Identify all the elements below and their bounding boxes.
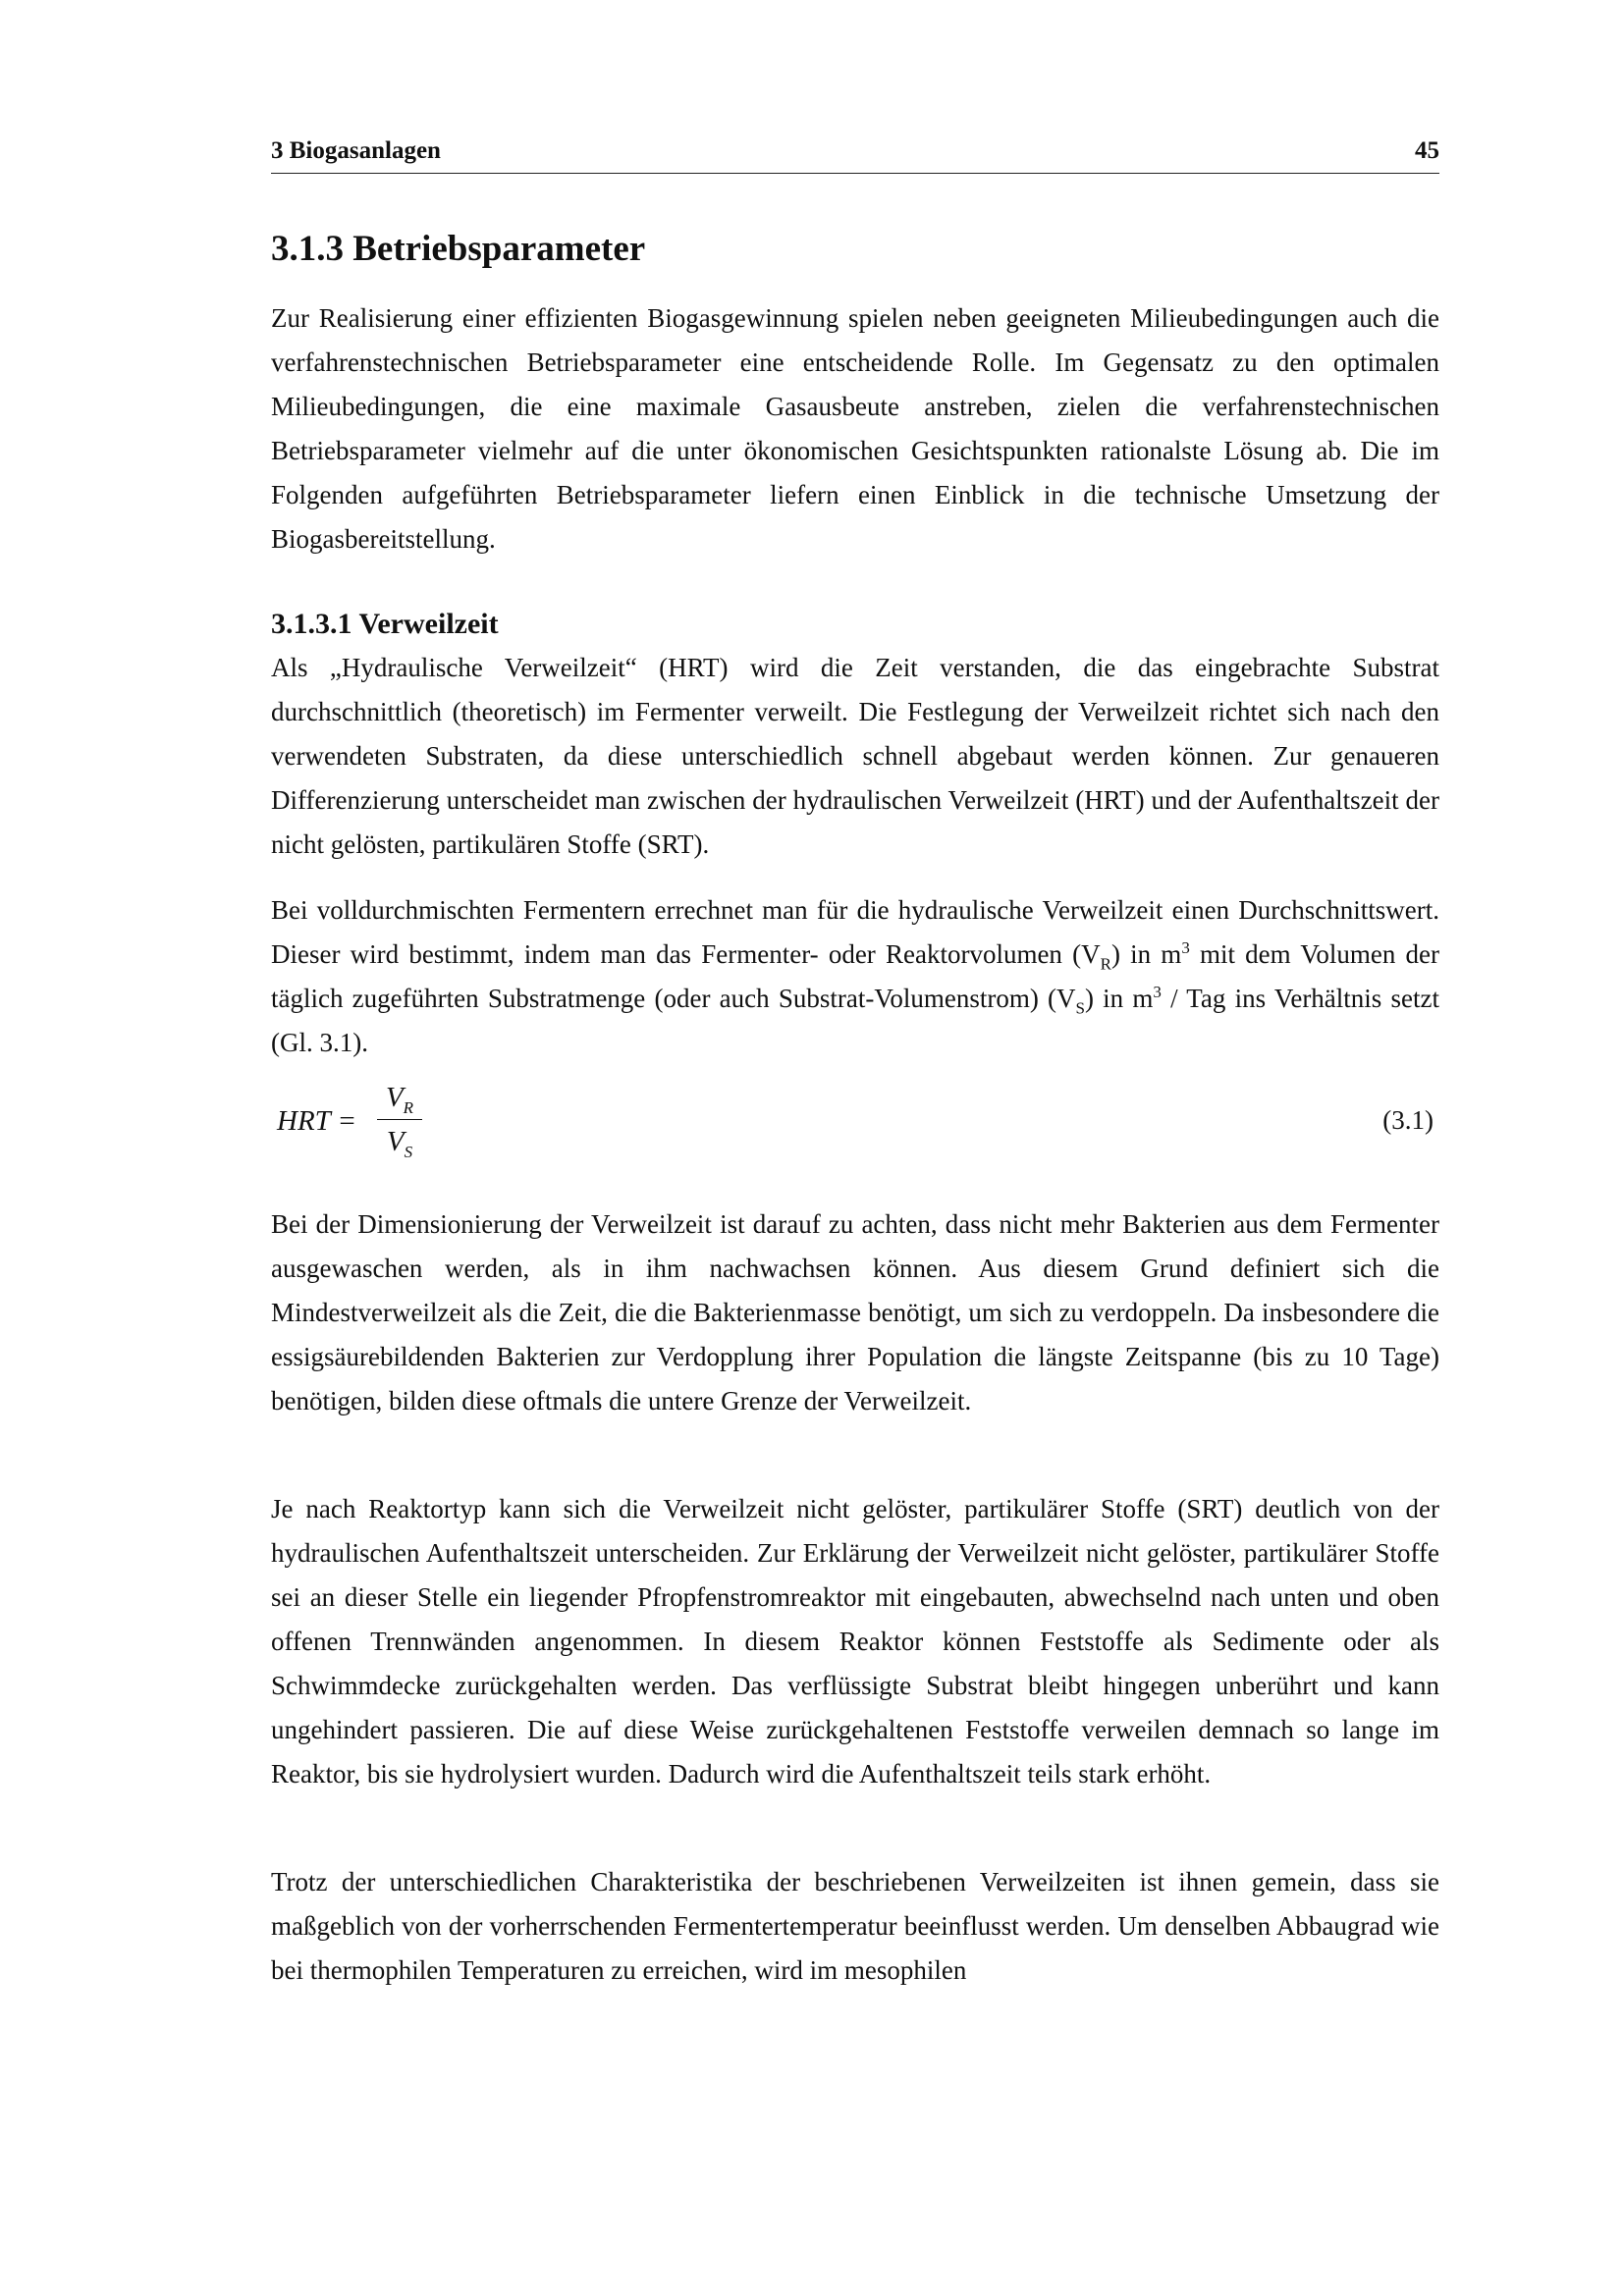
fraction-numerator: $V_R$ [385,1082,414,1117]
equation-3-1 [271,1078,1439,1176]
fraction-denominator: $V_S$ [386,1126,413,1161]
paragraph-min-residence: Bei der Dimensionierung der Verweilzeit ist darauf zu achten, dass nicht mehr Bakterien aus dem Fermenter ausgewaschen werden, als in ihm nachwachsen können. Aus diesem Grund definiert sich die Mindestverweilzeit als die Zeit, die die Bakterienmasse benötigt, um sich zu verdoppeln. Da insbesondere die essigsäurebildenden Bakterien zur Verdopplung ihrer Population die längste Zeitspanne (bis zu 10 Tage) benötigen, bilden diese oftmals die untere Grenze der Verweilzeit. [271,1209,1439,1415]
equation-fraction [377,1078,422,1161]
intro-block [271,296,1439,561]
equation-number: (3.1) [1382,1105,1434,1135]
paragraph-srt-block [271,1487,1439,1796]
page-number: 45 [1415,137,1439,164]
equation-lhs: HRT = [277,1105,357,1137]
subsection-block [271,603,1439,867]
paragraph-temperature-block [271,1860,1439,1993]
subsection-heading: 3.1.3.1 Verweilzeit [271,608,499,640]
paragraph-hrt-calculation-block [271,888,1439,1065]
paragraph-srt: Je nach Reaktortyp kann sich die Verweilzeit nicht gelöster, partikulärer Stoffe (SRT) deutlich von der hydraulischen Aufenthaltszeit unterscheiden. Zur Erklärung der Verweilzeit nicht gelöster, partikulärer Stoffe sei an dieser Stelle ein liegender Pfropfenstromreaktor mit eingebauten, abwechselnd nach unten und oben offenen Trennwänden angenommen. In diesem Reaktor können Feststoffe als Sedimente oder als Schwimmdecke zurückgehalten werden. Das verflüssigte Substrat bleibt hingegen unberührt und kann ungehindert passieren. Die auf diese Weise zurückgehaltenen Feststoffe verweilen demnach so lange im Reaktor, bis sie hydrolysiert wurden. Dadurch wird die Aufenthaltszeit teils stark erhöht. [271,1494,1439,1789]
paragraph-hrt-definition: Als „Hydraulische Verweilzeit“ (HRT) wird die Zeit verstanden, die das eingebrachte Substrat durchschnittlich (theoretisch) im Fermenter verweilt. Die Festlegung der Verweilzeit richtet sich nach den verwendeten Substraten, da diese unterschiedlich schnell abgebaut werden können. Zur genaueren Differenzierung unterscheidet man zwischen der hydraulischen Verweilzeit (HRT) und der Aufenthaltszeit der nicht gelösten, partikulären Stoffe (SRT). [271,653,1439,859]
running-header [271,137,1439,174]
paragraph-hrt-calculation: Bei volldurchmischten Fermentern errechnet man für die hydraulische Verweilzeit einen Durchschnittswert. Dieser wird bestimmt, indem man das Fermenter- oder Reaktorvolumen $(V_R)$ in $m^3$ mit dem Volumen der täglich zugeführten Substratmenge (oder auch Substrat-Volumenstrom) $(V_S)$ in $m^3$ / Tag ins Verhältnis setzt (Gl. 3.1). [271,895,1440,1057]
chapter-title: 3 Biogasanlagen [271,137,441,164]
intro-paragraph: Zur Realisierung einer effizienten Biogasgewinnung spielen neben geeigneten Milieubedingungen auch die verfahrenstechnischen Betriebsparameter eine entscheidende Rolle. Im Gegensatz zu den optimalen Milieubedingungen, die eine maximale Gasausbeute anstreben, zielen die verfahrenstechnischen Betriebsparameter vielmehr auf die unter ökonomischen Gesichtspunkten rationalste Lösung ab. Die im Folgenden aufgeführten Betriebsparameter liefern einen Einblick in die technische Umsetzung der Biogasbereitstellung. [271,303,1439,554]
fraction-bar [377,1119,422,1120]
paragraph-min-residence-block [271,1202,1439,1423]
paragraph-temperature: Trotz der unterschiedlichen Charakteristika der beschriebenen Verweilzeiten ist ihnen gemein, dass sie maßgeblich von der vorherrschenden Fermentertemperatur beeinflusst werden. Um denselben Abbaugrad wie bei thermophilen Temperaturen zu erreichen, wird im mesophilen [271,1867,1439,1985]
section-heading: 3.1.3 Betriebsparameter [271,229,646,269]
